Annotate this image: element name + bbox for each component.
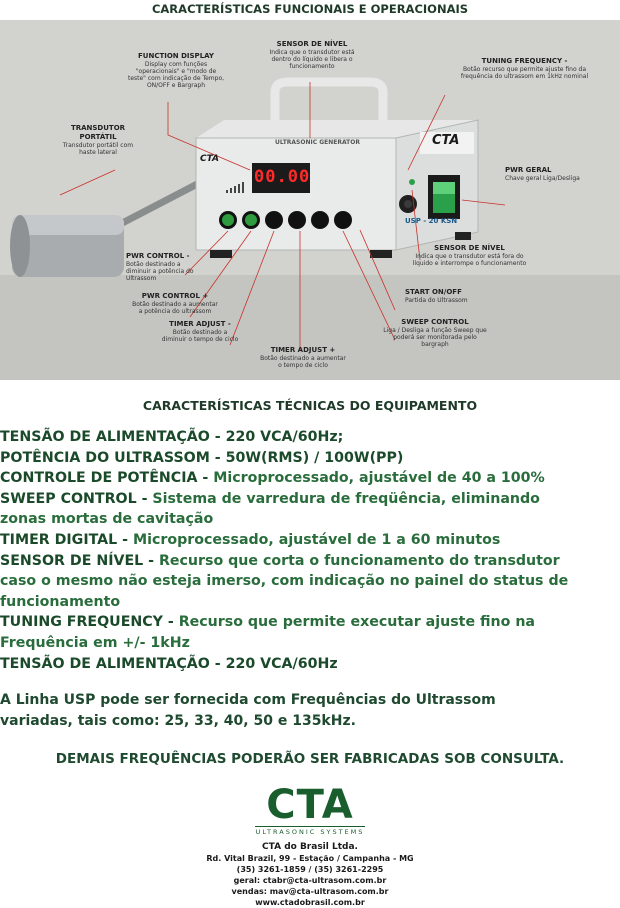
panel-title: ULTRASONIC GENERATOR xyxy=(275,139,360,146)
cta-logo-subtitle: ULTRASONIC SYSTEMS xyxy=(255,828,365,836)
annotation-timer-adjust-plus: TIMER ADJUST + Botão destinado a aumentar o tempo de ciclo xyxy=(260,346,346,369)
address: Rd. Vital Brazil, 99 - Estação / Campanha - MG xyxy=(206,854,414,863)
frequency-paragraph-line2: variadas, tais como: 25, 33, 40, 50 e 135kHz. xyxy=(0,713,356,729)
spec-line: SENSOR DE NÍVEL - Recurso que corta o funcionamento do transdutor xyxy=(0,552,560,569)
email-geral[interactable]: geral: ctabr@cta-ultrasom.com.br xyxy=(233,876,387,885)
device-brand-logo: CTA xyxy=(432,133,460,148)
website-link[interactable]: www.ctadobrasil.com.br xyxy=(255,898,365,907)
spec-line: POTÊNCIA DO ULTRASSOM - 50W(RMS) / 100W(PP) xyxy=(0,449,404,466)
function-display-value: 00.00 xyxy=(254,167,311,187)
product-photo xyxy=(0,20,620,380)
email-vendas[interactable]: vendas: mav@cta-ultrasom.com.br xyxy=(231,887,389,896)
annotation-sensor-nivel-top: SENSOR DE NÍVEL Indica que o transdutor está dentro do líquido e libera o funcionamento xyxy=(269,40,355,70)
spec-line: TENSÃO DE ALIMENTAÇÃO - 220 VCA/60Hz; xyxy=(0,429,344,445)
annotation-transdutor-portatil: TRANSDUTOR PORTÁTIL Transdutor portátil com haste lateral xyxy=(62,124,134,156)
annotation-sweep-control: SWEEP CONTROL Liga / Desliga a função Sweep que poderá ser monitorada pelo bargraph xyxy=(383,318,487,348)
annotation-tuning-frequency: TUNING FREQUENCY - Botão recurso que permite ajuste fino da frequência do ultrassom em 1kHz nominal xyxy=(460,57,589,80)
spec-line: TUNING FREQUENCY - Recurso que permite executar ajuste fino na xyxy=(0,614,535,631)
spec-line: caso o mesmo não esteja imerso, com indicação no painel do status de xyxy=(0,573,569,590)
tech-section-title: CARACTERÍSTICAS TÉCNICAS DO EQUIPAMENTO xyxy=(142,398,478,413)
contact-block xyxy=(0,842,620,908)
company-name: CTA do Brasil Ltda. xyxy=(262,842,358,852)
annotation-sensor-nivel-bottom: SENSOR DE NÍVEL Indica que o transdutor está fora do líquido e interrompe o funcionamento xyxy=(412,244,527,267)
spec-line: TENSÃO DE ALIMENTAÇÃO - 220 VCA/60Hz xyxy=(0,655,338,672)
cta-logo xyxy=(255,784,365,836)
header-title: CARACTERÍSTICAS FUNCIONAIS E OPERACIONAIS xyxy=(151,2,469,16)
phone: (35) 3261-1859 / (35) 3261-2295 xyxy=(236,865,384,874)
cta-logo-text: CTA xyxy=(266,782,354,828)
annotation-function-display: FUNCTION DISPLAY Display com funções "operacionais" e "modo de teste" com indicação de Tempo, ON/OFF e Bargraph xyxy=(127,52,225,89)
spec-line: Frequência em +/- 1kHz xyxy=(0,635,190,651)
annotation-start-onoff: START ON/OFF Partida do Ultrassom xyxy=(405,288,468,304)
spec-line: TIMER DIGITAL - Microprocessado, ajustável de 1 a 60 minutos xyxy=(0,532,501,548)
spec-line: funcionamento xyxy=(0,593,121,610)
spec-line: zonas mortas de cavitação xyxy=(0,511,214,528)
annotation-timer-adjust-minus: TIMER ADJUST - Botão destinado a diminuir o tempo de ciclo xyxy=(161,320,239,343)
spec-line: CONTROLE DE POTÊNCIA - Microprocessado, ajustável de 40 a 100% xyxy=(0,470,545,487)
spec-line: SWEEP CONTROL - Sistema de varredura de freqüência, eliminando xyxy=(0,490,540,507)
annotation-pwr-geral: PWR GERAL Chave geral Liga/Desliga xyxy=(505,166,580,182)
notice-text: DEMAIS FREQUÊNCIAS PODERÃO SER FABRICADAS SOB CONSULTA. xyxy=(55,751,565,767)
annotation-pwr-control-plus: PWR CONTROL + Botão destinado a aumentar a potência do ultrassom xyxy=(132,292,218,315)
device-brand-logo-small: CTA xyxy=(200,154,220,164)
annotation-pwr-control-minus: PWR CONTROL - Botão destinado a diminuir a potência do Ultrassom xyxy=(126,252,194,282)
frequency-paragraph-line1: A Linha USP pode ser fornecida com Frequências do Ultrassom xyxy=(0,692,496,708)
model-label: USP - 20 KSN xyxy=(405,217,458,225)
